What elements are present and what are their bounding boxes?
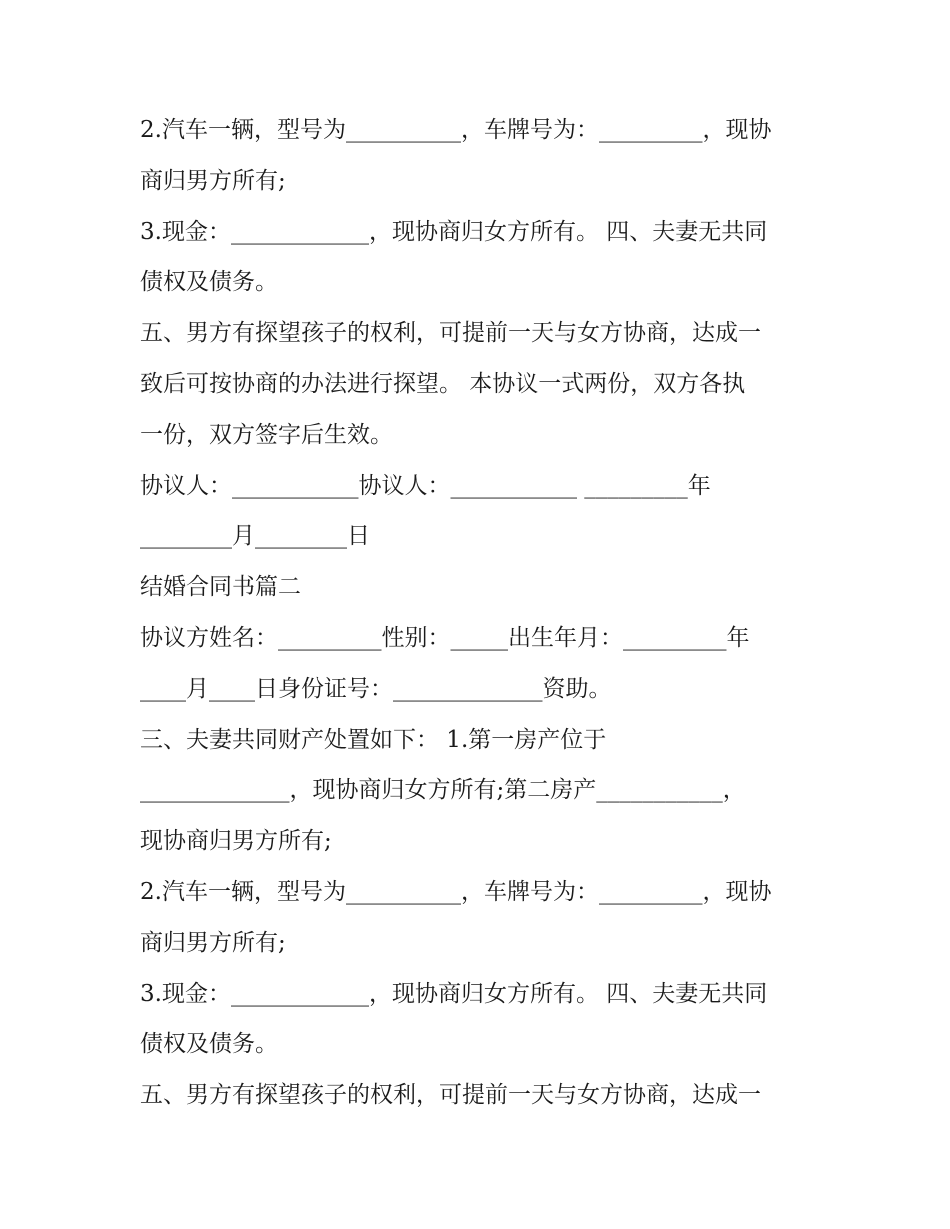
text-line-3: 3.现金：____________，现协商归女方所有。 四、夫妻无共同 — [140, 218, 768, 245]
text-line-17: 商归男方所有; — [140, 929, 286, 956]
text-line-16: 2.汽车一辆，型号为__________，车牌号为：_________，现协 — [140, 878, 772, 905]
text-line-9: ________月________日 — [140, 523, 370, 550]
text-line-14: _____________，现协商归女方所有;第二房产___________， — [140, 777, 746, 804]
text-line-5: 五、男方有探望孩子的权利，可提前一天与女方协商，达成一 — [140, 320, 761, 347]
text-line-8: 协议人：___________协议人：___________ _________年 — [140, 472, 711, 499]
text-line-15: 现协商归男方所有; — [140, 828, 332, 855]
text-line-2: 商归男方所有; — [140, 167, 286, 194]
text-line-11: 协议方姓名：_________性别：_____出生年月：_________年 — [140, 624, 750, 651]
text-line-12: ____月____日身份证号：_____________资助。 — [140, 675, 612, 702]
text-line-6: 致后可按协商的办法进行探望。 本协议一式两份，双方各执 — [140, 370, 746, 397]
text-line-20: 五、男方有探望孩子的权利，可提前一天与女方协商，达成一 — [140, 1082, 761, 1109]
text-line-19: 债权及债务。 — [140, 1031, 278, 1058]
text-line-1: 2.汽车一辆，型号为__________，车牌号为：_________，现协 — [140, 117, 772, 143]
section-heading: 结婚合同书篇二 — [140, 574, 301, 601]
text-line-4: 债权及债务。 — [140, 269, 278, 296]
text-line-18: 3.现金：____________，现协商归女方所有。 四、夫妻无共同 — [140, 980, 768, 1007]
document-body — [140, 105, 820, 1121]
text-line-7: 一份，双方签字后生效。 — [140, 421, 393, 448]
text-line-13: 三、夫妻共同财产处置如下： 1.第一房产位于 — [140, 726, 607, 753]
